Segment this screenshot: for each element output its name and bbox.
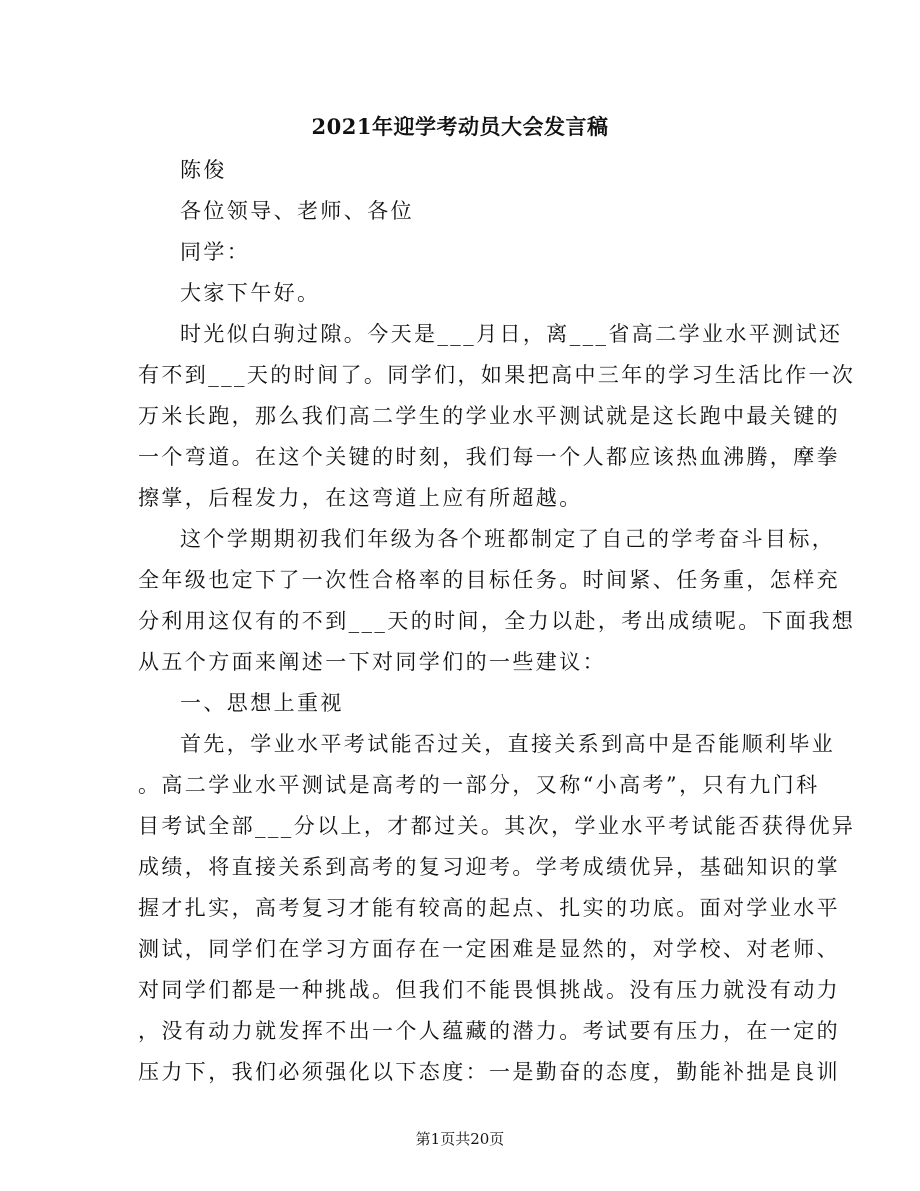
body-line: 压力下，我们必须强化以下态度：一是勤奋的态度，勤能补拙是良训 bbox=[138, 1060, 840, 1084]
body-line: 成绩，将直接关系到高考的复习迎考。学考成绩优异，基础知识的掌 bbox=[138, 855, 840, 879]
body-line: 测试，同学们在学习方面存在一定困难是显然的，对学校、对老师、 bbox=[138, 937, 840, 961]
body-line: 首先，学业水平考试能否过关，直接关系到高中是否能顺利毕业 bbox=[180, 732, 836, 756]
salutation-line: 同学： bbox=[180, 240, 251, 264]
body-line: 时光似白驹过隙。今天是___月日，离___省高二学业水平测试还 bbox=[180, 322, 843, 346]
body-line: 目考试全部___分以上，才都过关。其次，学业水平考试能否获得优异 bbox=[138, 814, 856, 838]
page-number-footer: 第1页共20页 bbox=[415, 1130, 505, 1148]
body-line: 有不到___天的时间了。同学们，如果把高中三年的学习生活比作一次 bbox=[138, 363, 856, 387]
body-line: 擦掌，后程发力，在这弯道上应有所超越。 bbox=[138, 486, 583, 510]
author-line: 陈俊 bbox=[180, 158, 227, 182]
body-line: 分利用这仅有的不到___天的时间，全力以赴，考出成绩呢。下面我想 bbox=[138, 609, 856, 633]
document-title: 2021年迎学考动员大会发言稿 bbox=[311, 114, 609, 139]
body-line: 这个学期期初我们年级为各个班都制定了自己的学考奋斗目标， bbox=[180, 527, 836, 551]
salutation-line: 各位领导、老师、各位 bbox=[180, 199, 414, 223]
body-line: 一个弯道。在这个关键的时刻，我们每一个人都应该热血沸腾，摩拳 bbox=[138, 445, 840, 469]
body-line: 握才扎实，高考复习才能有较高的起点、扎实的功底。面对学业水平 bbox=[138, 896, 840, 920]
greeting-line: 大家下午好。 bbox=[180, 281, 321, 305]
section-heading: 一、思想上重视 bbox=[180, 691, 344, 715]
body-line: ，没有动力就发挥不出一个人蕴藏的潜力。考试要有压力，在一定的 bbox=[138, 1019, 840, 1043]
body-line: 对同学们都是一种挑战。但我们不能畏惧挑战。没有压力就没有动力 bbox=[138, 978, 840, 1002]
body-line: 。高二学业水平测试是高考的一部分，又称“小高考”，只有九门科 bbox=[138, 773, 820, 797]
body-line: 从五个方面来阐述一下对同学们的一些建议： bbox=[138, 650, 606, 674]
body-line: 全年级也定下了一次性合格率的目标任务。时间紧、任务重，怎样充 bbox=[138, 568, 840, 592]
body-line: 万米长跑，那么我们高二学生的学业水平测试就是这长跑中最关键的 bbox=[138, 404, 840, 428]
